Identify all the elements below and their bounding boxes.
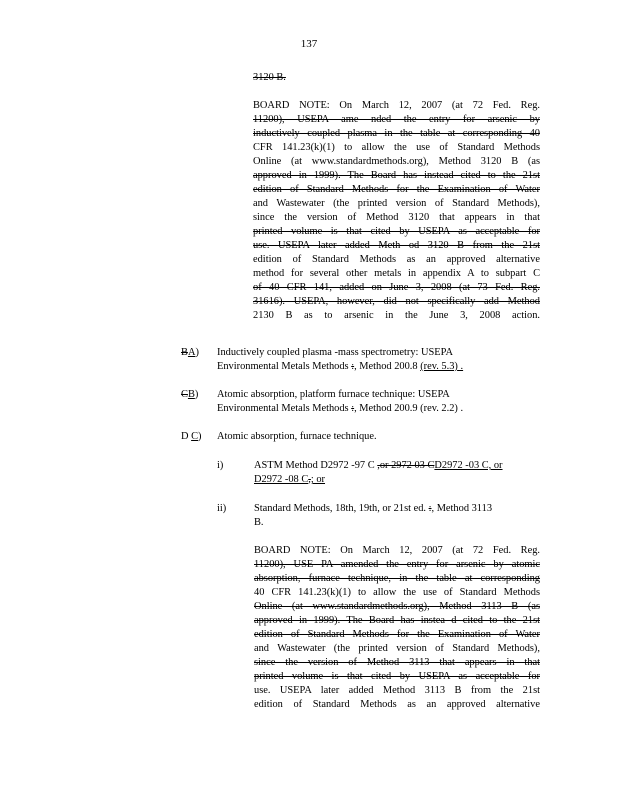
board-note-1-line [253, 141, 540, 155]
board-note-2-line [254, 684, 540, 698]
item-d-label-end: ) [198, 431, 202, 442]
board-note-1-line [253, 183, 540, 197]
board-note-2-line [254, 628, 540, 642]
board-note-1-segment: edition of Standard Methods for the Examination of Water [253, 184, 540, 195]
sub-i-line1-b: D2972 -03 C, or [434, 460, 503, 471]
sub-i-line2-b: ; or [310, 474, 326, 485]
board-note-2-segment: printed volume is that cited by USEPA as acceptable for [254, 671, 540, 682]
board-note-1-segment: method for several other metals in appendix A to subpart C [253, 268, 540, 279]
board-note-1-line [253, 267, 540, 281]
board-note-2-line [254, 614, 540, 628]
board-note-2-line [254, 698, 540, 712]
board-note-1-segment: use. USEPA later added Meth od 3120 B from the 21st [253, 240, 540, 251]
item-b-line2-deleted: : [351, 361, 355, 372]
item-b-line2-inserted: (rev. 5.3) [420, 361, 458, 372]
item-d-label-inserted: C [191, 431, 199, 442]
sub-i-line1-a: ASTM Method D2972 -97 C [254, 460, 378, 471]
sub-i-line2-deleted: , [308, 474, 311, 485]
item-c-label-inserted: B [187, 389, 195, 400]
item-c-line2-deleted: : [351, 403, 355, 414]
sub-i-line2-inserted: D2972 -08 C [254, 474, 309, 485]
board-note-1-line [253, 295, 540, 309]
board-note-1-segment: Online (at www.standardmethods.org), Method 3120 B (as [253, 156, 540, 167]
board-note-2-line [254, 642, 540, 656]
item-d-label [181, 430, 202, 444]
item-c-label-deleted: C [181, 389, 188, 400]
board-note-2-segment: approved in 1999). The Board has instea d cited to the 21st [254, 615, 540, 626]
board-note-1-line [253, 99, 540, 113]
sub-ii-label: ii) [217, 503, 227, 514]
item-b-label-end: ) [195, 347, 199, 358]
item-c-label [181, 388, 198, 402]
board-note-1-line [253, 155, 540, 169]
board-note-2-line [254, 586, 540, 600]
item-b-label-inserted: A [187, 347, 196, 358]
board-note-2-line [254, 656, 540, 670]
item-b-line2-end: . [457, 361, 464, 372]
item-c-line2 [217, 402, 463, 416]
board-note-1-line [253, 127, 540, 141]
board-note-2-segment: use. USEPA later added Method 3113 B from the 21st [254, 685, 540, 696]
item-b-line2-b: , Method 200.8 [354, 361, 421, 372]
item-d-text: Atomic absorption, furnace technique. [217, 431, 377, 442]
sub-ii-line1-b: , Method 3113 [431, 503, 493, 514]
board-note-2-segment: edition of Standard Methods as an approved alternative [254, 699, 540, 710]
board-note-1-segment: 31616). USEPA, however, did not specifically add Method [253, 296, 540, 307]
sub-i-line2 [254, 473, 325, 487]
board-note-1-line [253, 309, 540, 323]
board-note-1 [253, 99, 540, 323]
page-number: 137 [300, 38, 318, 50]
sub-ii-line2: B. [254, 517, 264, 528]
item-d-label-a: D [181, 431, 192, 442]
board-note-1-segment: 2130 B as to arsenic in the June 3, 2008 action. [253, 310, 540, 321]
board-note-2-line [254, 670, 540, 684]
item-b-line2-a: Environmental Metals Methods [217, 361, 352, 372]
sub-i-line1 [254, 459, 503, 473]
sub-ii-line1 [254, 502, 492, 516]
board-note-2-line [254, 572, 540, 586]
board-note-2-segment: 11200), USE PA amended the entry for arsenic by atomic [254, 559, 540, 570]
board-note-2-line [254, 558, 540, 572]
board-note-1-line [253, 211, 540, 225]
board-note-2-line [254, 544, 540, 558]
item-b-line1: Inductively coupled plasma -mass spectrometry: USEPA [217, 347, 453, 358]
board-note-2-segment: since the version of Method 3113 that appears in that [254, 657, 540, 668]
board-note-2-line [254, 600, 540, 614]
board-note-2-segment: and Wastewater (the printed version of Standard Methods), [254, 643, 540, 654]
top-fragment: 3120 B. [253, 72, 286, 83]
sub-ii-line1-deleted: : [428, 503, 432, 514]
board-note-1-segment: printed volume is that cited by USEPA as acceptable for [253, 226, 540, 237]
board-note-1-line [253, 197, 540, 211]
board-note-1-segment: CFR 141.23(k)(1) to allow the use of Standard Methods [253, 142, 540, 153]
board-note-1-segment: approved in 1999). The Board has instead cited to the 21st [253, 170, 540, 181]
board-note-2 [254, 544, 540, 712]
item-c-line1: Atomic absorption, platform furnace technique: USEPA [217, 389, 450, 400]
board-note-1-segment: 11200), USEPA ame nded the entry for arsenic by [253, 114, 540, 125]
board-note-2-segment: absorption, furnace technique, in the table at corresponding [254, 573, 540, 584]
board-note-1-segment: BOARD NOTE: On March 12, 2007 (at 72 Fed. Reg. [253, 100, 540, 111]
sub-i-label: i) [217, 460, 224, 471]
board-note-1-line [253, 113, 540, 127]
item-b-label-deleted: B [181, 347, 188, 358]
board-note-2-segment: BOARD NOTE: On March 12, 2007 (at 72 Fed. Reg. [254, 545, 540, 556]
item-b-line2 [217, 360, 463, 374]
sub-ii-line1-a: Standard Methods, 18th, 19th, or 21st ed. [254, 503, 429, 514]
sub-i-line1-deleted: ,or 2972 03 C [377, 460, 435, 471]
board-note-1-segment: since the version of Method 3120 that appears in that [253, 212, 540, 223]
item-c-label-end: ) [194, 389, 199, 400]
item-c-line2-b: , Method 200.9 (rev. 2.2) . [354, 403, 464, 414]
item-c-line2-a: Environmental Metals Methods [217, 403, 352, 414]
board-note-1-segment: and Wastewater (the printed version of Standard Methods), [253, 198, 540, 209]
board-note-1-line [253, 225, 540, 239]
board-note-1-segment: edition of Standard Methods as an approved alternative [253, 254, 540, 265]
board-note-1-segment: inductively coupled plasma in the table at corresponding 40 [253, 128, 540, 139]
item-b-label [181, 346, 199, 360]
board-note-1-line [253, 169, 540, 183]
board-note-1-line [253, 253, 540, 267]
board-note-2-segment: edition of Standard Methods for the Examination of Water [254, 629, 540, 640]
board-note-1-segment: of 40 CFR 141, added on June 3, 2008 (at 73 Fed. Reg. [253, 282, 540, 293]
board-note-2-segment: 40 CFR 141.23(k)(1) to allow the use of Standard Methods [254, 587, 540, 598]
board-note-1-line [253, 281, 540, 295]
board-note-2-segment: Online (at www.standardmethods.org), Method 3113 B (as [254, 601, 540, 612]
board-note-1-line [253, 239, 540, 253]
